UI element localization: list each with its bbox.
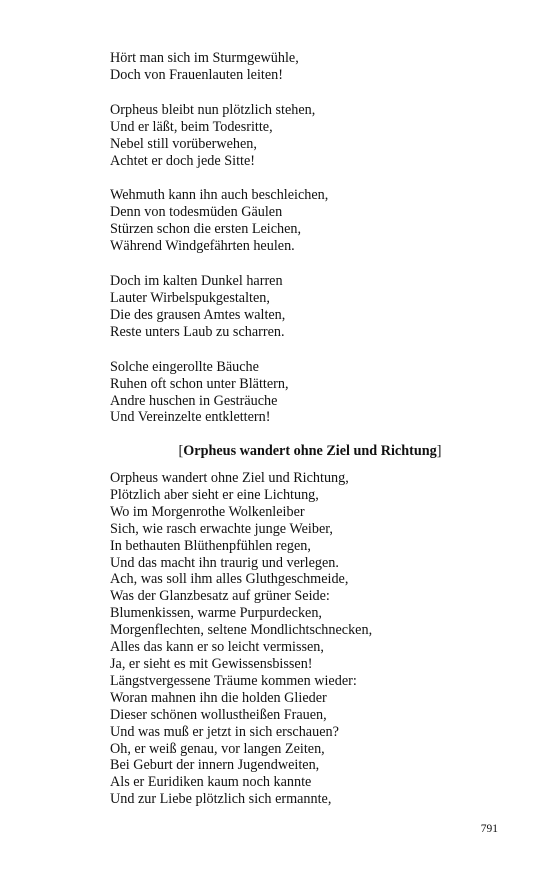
page-number: 791 [480,823,498,835]
verse-line: Wehmuth kann ihn auch beschleichen, [110,187,329,204]
verse-line: Achtet er doch jede Sitte! [110,152,255,169]
verse-line: Ja, er sieht es mit Gewissensbissen! [110,655,313,672]
verse-line: Die des grausen Amtes walten, [110,306,286,323]
verse-line: Dieser schönen wollustheißen Frauen, [110,706,327,723]
verse-line: Hört man sich im Sturmgewühle, [110,50,299,66]
verse-line: Stürzen schon die ersten Leichen, [110,221,302,238]
verse-line: Andre huschen in Gesträuche [110,392,278,409]
verse-line: Was der Glanzbesatz auf grüner Seide: [110,588,330,605]
verse-line: Und Vereinzelte entklettern! [110,409,271,426]
verse-line: Und er läßt, beim Todesritte, [110,118,273,135]
verse-line: Oh, er weiß genau, vor langen Zeiten, [110,740,325,757]
verse-line: Lauter Wirbelspukgestalten, [110,289,270,306]
verse-line: Doch im kalten Dunkel harren [110,273,283,290]
verse-line: Orpheus bleibt nun plötzlich stehen, [110,101,316,118]
stanza [110,50,510,84]
poem-title-text: Orpheus wandert ohne Ziel und Richtung [183,443,437,459]
poem-title [110,443,510,460]
verse-line: Längstvergessene Träume kommen wieder: [110,672,357,689]
verse-line: Denn von todesmüden Gäulen [110,204,283,221]
verse-line: Morgenflechten, seltene Mondlichtschnecken, [110,622,373,639]
verse-line: Ach, was soll ihm alles Gluthgeschmeide, [110,571,349,588]
verse-line: Während Windgefährten heulen. [110,238,295,255]
preceding-poem-stanzas [110,50,510,444]
verse-line: Plötzlich aber sieht er eine Lichtung, [110,486,319,503]
title-open-bracket: [ [178,443,184,459]
stanza [110,102,510,170]
verse-line: Ruhen oft schon unter Blättern, [110,375,289,392]
verse-line: Orpheus wandert ohne Ziel und Richtung, [110,470,349,486]
verse-line: Und das macht ihn traurig und verlegen. [110,554,339,571]
verse-line: Wo im Morgenrothe Wolkenleiber [110,503,305,520]
title-close-bracket: ] [436,443,442,459]
verse-line: Nebel still vorüberwehen, [110,135,257,152]
verse-line: Solche eingerollte Bäuche [110,358,259,375]
verse-line: Blumenkissen, warme Purpurdecken, [110,605,322,622]
verse-line: Und was muß er jetzt in sich erschauen? [110,723,339,740]
verse-line: Doch von Frauenlauten leiten! [110,66,283,83]
verse-line: Alles das kann er so leicht vermissen, [110,639,324,656]
verse-line: Reste unters Laub zu scharren. [110,323,285,340]
verse-line: In bethauten Blüthenpfühlen regen, [110,537,311,554]
verse-line: Bei Geburt der innern Jugendweiten, [110,757,320,774]
stanza [110,273,510,341]
verse-line: Als er Euridiken kaum noch kannte [110,774,312,791]
verse-line: Sich, wie rasch erwachte junge Weiber, [110,520,333,537]
stanza [110,359,510,427]
poem-body [110,470,510,808]
stanza [110,187,510,255]
verse-line: Und zur Liebe plötzlich sich ermannte, [110,791,332,808]
verse-line: Woran mahnen ihn die holden Glieder [110,689,327,706]
